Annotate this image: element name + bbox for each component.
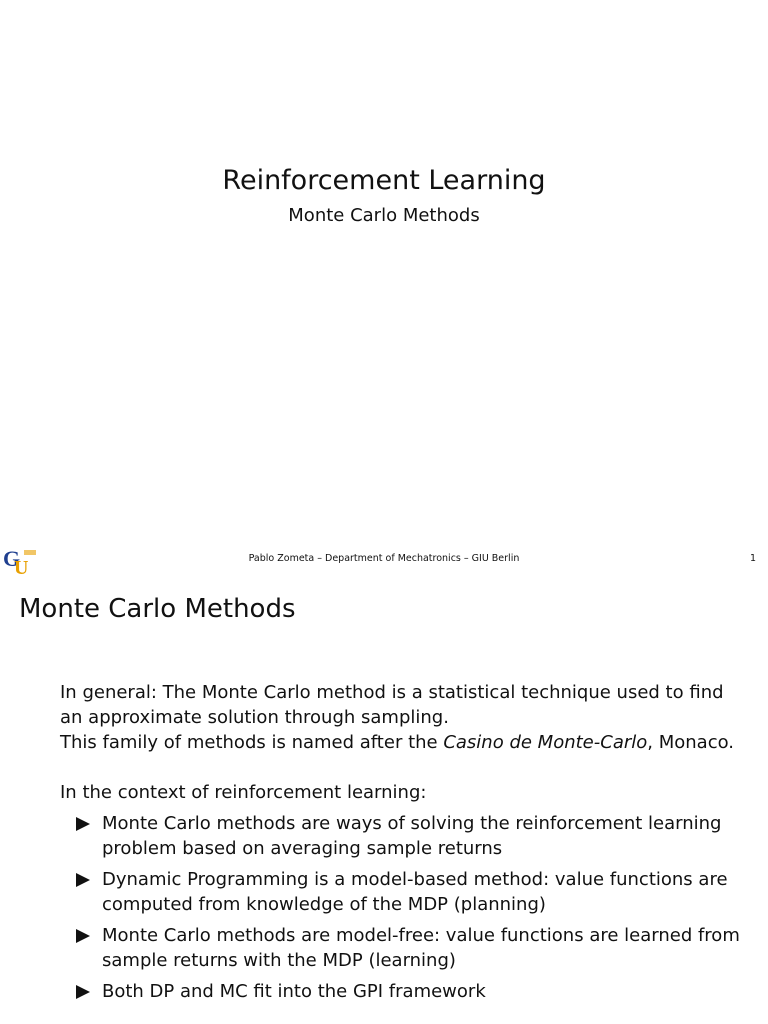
bullet-triangle-icon: [76, 817, 90, 831]
slide-content: [60, 680, 740, 1010]
presentation-subtitle: Monte Carlo Methods: [288, 205, 480, 226]
page-number: 1: [749, 553, 756, 564]
context-heading: In the context of reinforcement learning:: [60, 782, 427, 803]
slide-2: [0, 580, 768, 1024]
bullet-triangle-icon: [76, 873, 90, 887]
list-item: [76, 923, 740, 973]
intro-emphasis: Casino de Monte-Carlo: [443, 732, 648, 753]
intro-prefix: This family of methods is named after the: [60, 732, 444, 753]
slide-footer: [0, 542, 768, 576]
intro-line-1: In general: The Monte Carlo method is a statistical technique used to find an approximate solution through sampling.: [60, 682, 724, 728]
footer-author: Pablo Zometa – Department of Mechatronics – GIU Berlin: [248, 553, 520, 564]
bullet-triangle-icon: [76, 929, 90, 943]
intro-suffix: , Monaco.: [647, 732, 735, 753]
list-item: [76, 867, 740, 917]
list-item: [76, 811, 740, 861]
svg-text:U: U: [14, 557, 29, 576]
bullet-text: Dynamic Programming is a model-based method: value functions are computed from knowledge of the MDP (planning): [102, 869, 728, 915]
bullet-text: Monte Carlo methods are model-free: value functions are learned from sample returns with the MDP (learning): [102, 925, 740, 971]
bullet-triangle-icon: [76, 985, 90, 999]
presentation-title: Reinforcement Learning: [222, 165, 546, 196]
list-item: [76, 979, 740, 1004]
svg-text:G: G: [3, 546, 21, 571]
bullet-list: [60, 811, 740, 1004]
bullet-text: Both DP and MC fit into the GPI framework: [102, 981, 486, 1002]
frame-title: Monte Carlo Methods: [19, 594, 296, 624]
intro-line-2: [60, 730, 740, 755]
bullet-text: Monte Carlo methods are ways of solving the reinforcement learning problem based on averaging sample returns: [102, 813, 722, 859]
